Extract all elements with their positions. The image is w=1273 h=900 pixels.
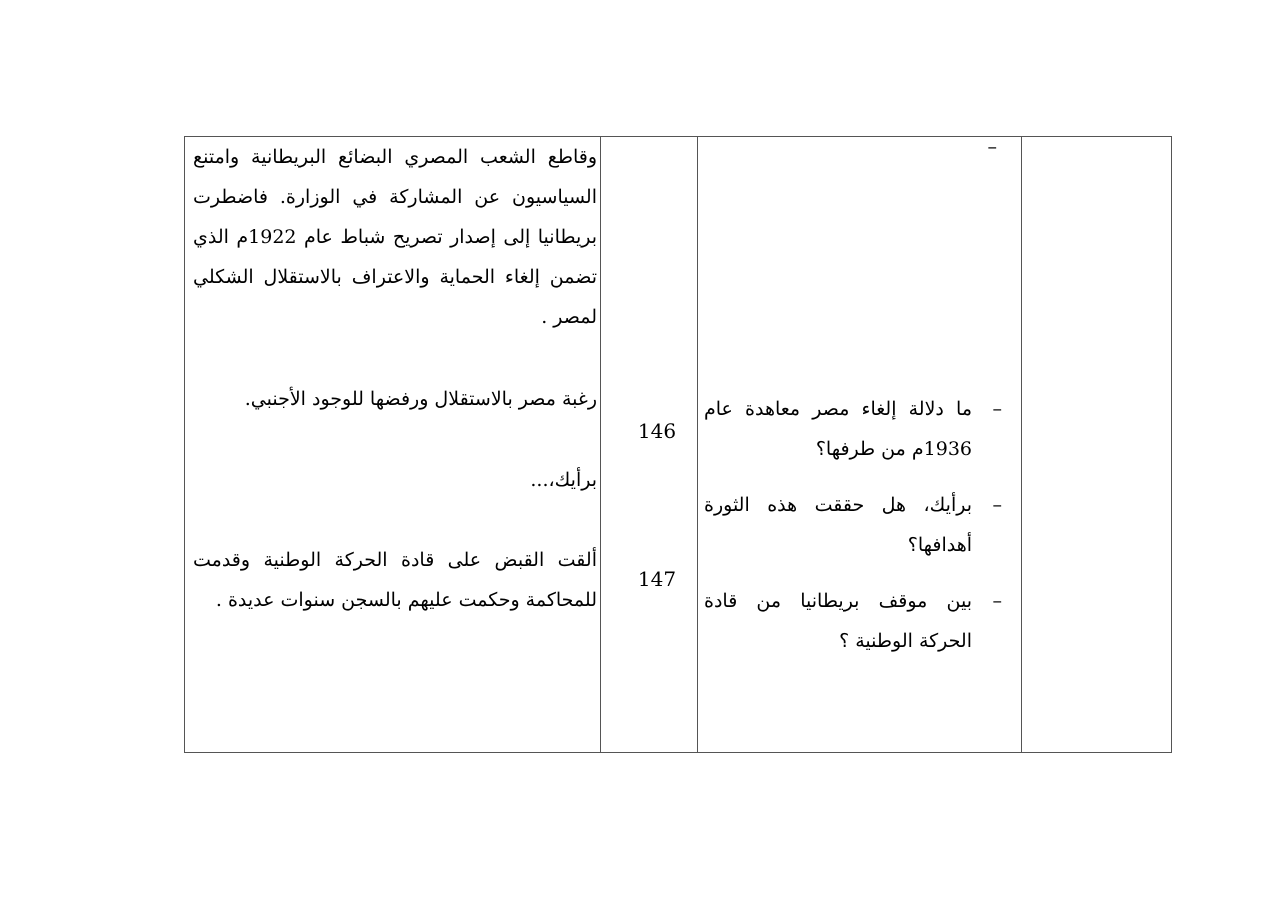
- column-divider: [697, 137, 698, 752]
- list-dash: –: [992, 494, 1002, 516]
- answer-paragraph-3: برأيك،...: [530, 469, 597, 491]
- question-2: [704, 485, 1002, 565]
- list-dash: –: [992, 590, 1002, 612]
- column-divider: [1021, 137, 1022, 752]
- question-1-text: ما دلالة إلغاء مصر معاهدة عام 1936م من طرفها؟: [704, 398, 972, 460]
- column-divider: [600, 137, 601, 752]
- question-2-text: برأيك، هل حققت هذه الثورة أهدافها؟: [704, 494, 972, 556]
- question-3: [704, 581, 1002, 661]
- answer-paragraph-4: ألقت القبض على قادة الحركة الوطنية وقدمت للمحاكمة وحكمت عليهم بالسجن سنوات عديدة .: [193, 549, 597, 611]
- list-dash: –: [987, 136, 997, 158]
- answer-paragraph-2: رغبة مصر بالاستقلال ورفضها للوجود الأجنبي.: [244, 388, 597, 410]
- question-1: [704, 389, 1002, 469]
- page-number-147: 147: [637, 567, 677, 591]
- list-dash: –: [992, 398, 1002, 420]
- page-number-146: 146: [637, 419, 677, 443]
- answer-paragraph-1: وقاطع الشعب المصري البضائع البريطانية وامتنع السياسيون عن المشاركة في الوزارة. فاضطرت بريطانيا إلى إصدار تصريح شباط عام 1922م الذي تضمن إلغاء الحماية والاعتراف بالاستقلال الشكلي لمصر .: [193, 146, 598, 328]
- question-3-text: بين موقف بريطانيا من قادة الحركة الوطنية ؟: [704, 590, 972, 652]
- lesson-table: [184, 136, 1172, 753]
